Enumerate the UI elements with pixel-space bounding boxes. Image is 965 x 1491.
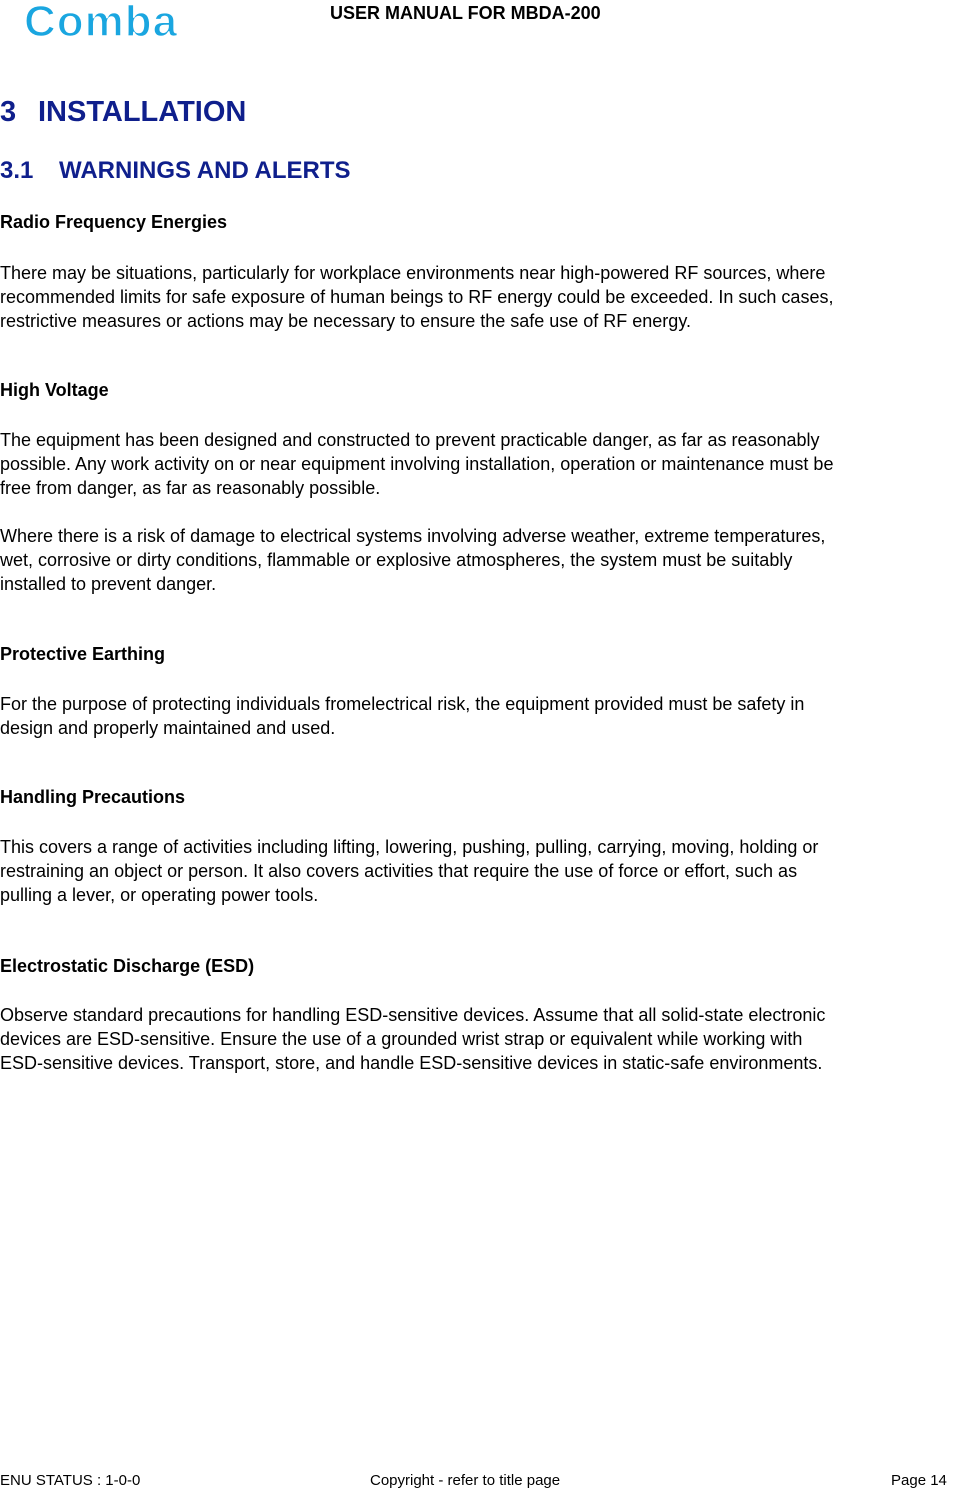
section-heading [0,157,351,185]
comba-logo [22,0,212,42]
footer-page-number: Page 14 [891,1472,947,1489]
footer-copyright: Copyright - refer to title page [370,1472,561,1489]
rf-energies-title: Radio Frequency Energies [0,212,228,232]
high-voltage-paragraph-1: The equipment has been designed and constructed to prevent practicable danger, as far as reasonably possible. Any work activity on or near equipment involving installation, operation or maintenance must be free from danger, as far as reasonably possible. [0,430,834,498]
chapter-heading [0,96,246,129]
chapter-number: 3 [0,96,17,128]
rf-energies-paragraph: There may be situations, particularly for workplace environments near high-powered RF sources, where recommended limits for safe exposure of human beings to RF energy could be exceeded. In such cases, restrictive measures or actions may be necessary to ensure the safe use of RF energy. [0,263,834,331]
svg-text:Comba: Comba [24,0,179,42]
esd-title: Electrostatic Discharge (ESD) [0,956,255,976]
protective-earthing-paragraph: For the purpose of protecting individuals fromelectrical risk, the equipment provided must be safety in design and properly maintained and used. [0,694,805,738]
chapter-title: INSTALLATION [38,96,247,128]
footer-status: ENU STATUS : 1-0-0 [0,1472,141,1489]
document-title: USER MANUAL FOR MBDA-200 [330,3,601,23]
high-voltage-paragraph-2: Where there is a risk of damage to electrical systems involving adverse weather, extreme temperatures, wet, corrosive or dirty conditions, flammable or explosive atmospheres, the system must be suitably installed to prevent danger. [0,526,826,594]
handling-precautions-paragraph: This covers a range of activities including lifting, lowering, pushing, pulling, carrying, moving, holding or restraining an object or person. It also covers activities that require the use of force or effort, such as pulling a lever, or operating power tools. [0,837,819,905]
handling-precautions-title: Handling Precautions [0,787,186,807]
protective-earthing-title: Protective Earthing [0,644,166,664]
high-voltage-title: High Voltage [0,380,109,400]
section-title: WARNINGS AND ALERTS [59,157,351,184]
section-number: 3.1 [0,157,34,184]
esd-paragraph: Observe standard precautions for handling ESD-sensitive devices. Assume that all solid-state electronic devices are ESD-sensitive. Ensure the use of a grounded wrist strap or equivalent while working with ESD-sensitive devices. Transport, store, and handle ESD-sensitive devices in static-safe environments. [0,1005,826,1073]
